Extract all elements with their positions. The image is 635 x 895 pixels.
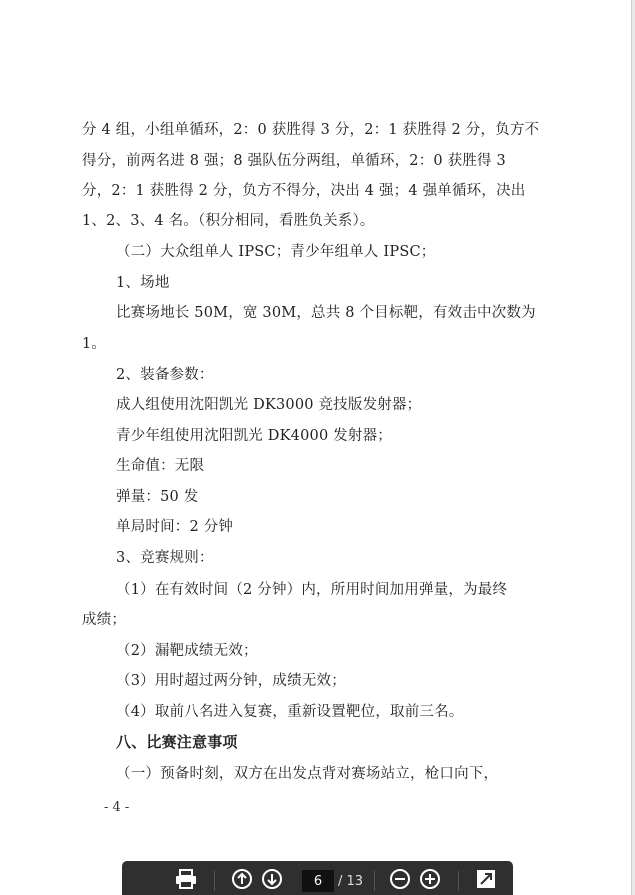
text-line: 3、竞赛规则：	[116, 550, 214, 566]
toolbar-divider	[458, 871, 459, 891]
text-line: （4）取前八名进入复赛，重新设置靶位，取前三名。	[116, 704, 464, 720]
total-pages: / 13	[338, 874, 364, 889]
page-number: - 4 -	[104, 800, 130, 815]
text-line: （一）预备时刻，双方在出发点背对赛场站立，枪口向下，	[116, 766, 499, 782]
pdf-toolbar	[122, 861, 513, 895]
text-line: （3）用时超过两分钟，成绩无效；	[116, 673, 346, 689]
text-line: 成人组使用沈阳凯光 DK3000 竞技版发射器；	[116, 397, 422, 413]
zoom-out-icon[interactable]	[388, 867, 412, 891]
toolbar-divider	[374, 871, 375, 891]
text-line: 生命值：无限	[116, 458, 205, 474]
text-line: 青少年组使用沈阳凯光 DK4000 发射器；	[116, 428, 392, 444]
page-number-input[interactable]	[302, 870, 334, 892]
text-line: 1、场地	[116, 275, 170, 291]
text-line: 分，2：1 获胜得 2 分，负方不得分，决出 4 强；4 强单循环，决出	[82, 183, 526, 199]
text-line: 1、2、3、4 名。（积分相同，看胜负关系）。	[82, 213, 375, 229]
text-line: 1。	[82, 336, 107, 352]
text-line: （二）大众组单人 IPSC；青少年组单人 IPSC；	[116, 244, 436, 260]
print-icon[interactable]	[174, 867, 198, 891]
text-line: 比赛场地长 50M，宽 30M，总共 8 个目标靶，有效击中次数为	[116, 305, 536, 321]
text-line: 分 4 组，小组单循环，2：0 获胜得 3 分，2：1 获胜得 2 分，负方不	[82, 122, 540, 138]
text-line: 单局时间：2 分钟	[116, 519, 234, 535]
toolbar-divider	[214, 871, 215, 891]
text-line: 弹量：50 发	[116, 489, 199, 505]
section-heading: 八、比赛注意事项	[116, 733, 238, 751]
fit-to-page-icon[interactable]	[474, 867, 498, 891]
zoom-in-icon[interactable]	[418, 867, 442, 891]
arrow-down-icon[interactable]	[260, 867, 284, 891]
text-line: 成绩；	[82, 612, 127, 628]
arrow-up-icon[interactable]	[230, 867, 254, 891]
text-line: （1）在有效时间（2 分钟）内，所用时间加用弹量，为最终	[116, 582, 508, 598]
text-line: 得分，前两名进 8 强；8 强队伍分两组，单循环，2：0 获胜得 3	[82, 153, 506, 169]
text-line: （2）漏靶成绩无效；	[116, 643, 258, 659]
text-line: 2、装备参数：	[116, 367, 214, 383]
